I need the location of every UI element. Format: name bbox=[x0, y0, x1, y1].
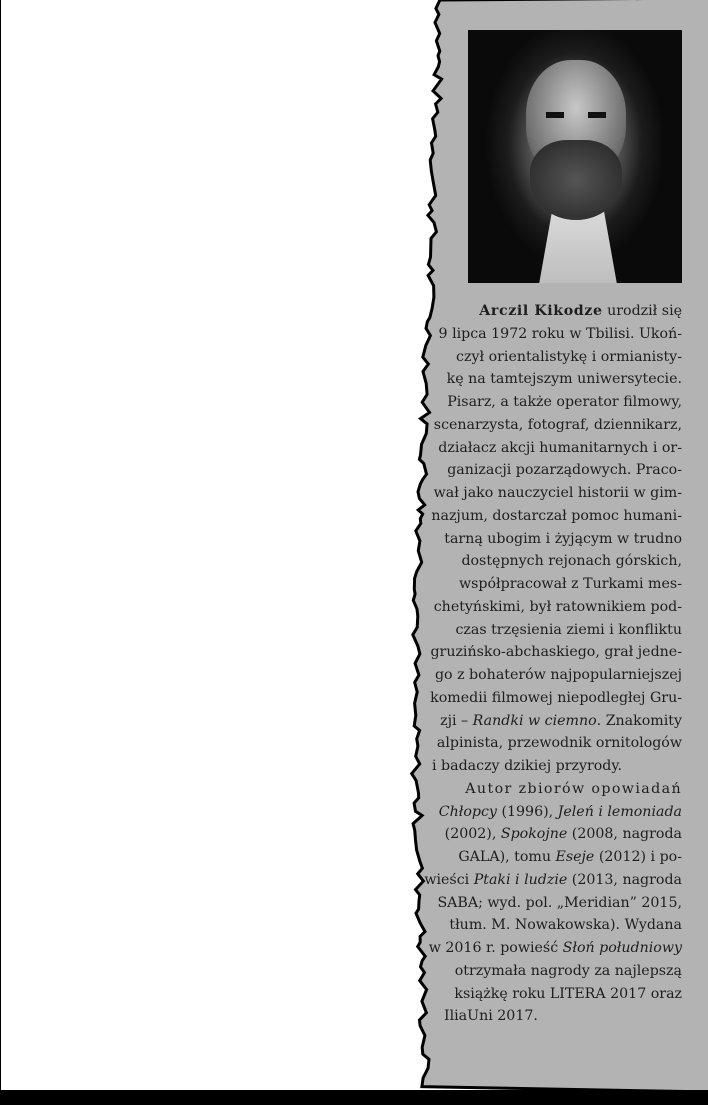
bottom-bar bbox=[0, 1090, 708, 1105]
italic-title: Spokojne bbox=[500, 826, 568, 843]
bio-text: (2008, nagroda bbox=[567, 826, 682, 843]
bio-text: Autor zbiorów opowiadań bbox=[465, 780, 682, 797]
author-photo bbox=[468, 30, 682, 283]
bio-text: . Znakomity bbox=[596, 712, 682, 729]
bio-line bbox=[400, 391, 682, 414]
bio-text: IliaUni 2017. bbox=[444, 1008, 538, 1025]
bio-text: nazjum, dostarczał pomoc humani- bbox=[431, 507, 682, 524]
bio-text: czas trzęsienia ziemi i konfliktu bbox=[455, 621, 682, 638]
bio-line bbox=[400, 550, 682, 573]
bio-text: GALA), tomu bbox=[458, 849, 556, 865]
bio-text: współpracował z Turkami mes- bbox=[458, 576, 682, 592]
bio-text: książkę roku LITERA 2017 oraz bbox=[454, 985, 682, 1002]
bio-text: komedii filmowej niepodległej Gru- bbox=[430, 689, 682, 706]
bio-line bbox=[400, 823, 682, 846]
bio-line bbox=[400, 1005, 682, 1028]
bio-text: wał jako nauczyciel historii w gim- bbox=[433, 485, 682, 501]
bio-text: czył orientalistykę i ormianisty- bbox=[456, 348, 682, 365]
author-name: Arczil Kikodze bbox=[479, 303, 603, 319]
bio-line bbox=[400, 983, 682, 1006]
bio-line bbox=[400, 346, 682, 369]
bio-line bbox=[400, 755, 682, 778]
italic-title: Randki w ciemno bbox=[472, 712, 597, 729]
bio-line bbox=[400, 687, 682, 710]
author-bio bbox=[400, 300, 682, 1028]
bio-text: tarną ubogim i żyjącym w trudno bbox=[444, 530, 682, 547]
bio-line bbox=[400, 300, 682, 323]
bio-text: go z bohaterów najpopularniejszej bbox=[434, 667, 682, 683]
bio-line bbox=[400, 710, 682, 733]
bio-text: ganizacji pozarządowych. Praco- bbox=[447, 462, 682, 479]
bio-line bbox=[400, 869, 682, 892]
bio-line bbox=[400, 528, 682, 551]
bio-text: otrzymała nagrody za najlepszą bbox=[454, 962, 682, 979]
bio-line bbox=[400, 619, 682, 642]
bio-line bbox=[400, 505, 682, 528]
bio-text: gruzińsko-abchaskiego, grał jedne- bbox=[430, 644, 682, 661]
bio-line bbox=[400, 664, 682, 687]
bio-text: dostępnych rejonach górskich, bbox=[461, 553, 682, 570]
bio-text: 9 lipca 1972 roku w Tbilisi. Ukoń- bbox=[438, 325, 682, 342]
bio-text: (2002), bbox=[444, 826, 501, 843]
bio-text: (2012) i po- bbox=[594, 849, 682, 865]
bio-text: (1996), bbox=[496, 803, 558, 820]
bio-text: urodził się bbox=[602, 303, 682, 319]
bio-line bbox=[400, 641, 682, 664]
bio-text: Pisarz, a także operator filmowy, bbox=[447, 394, 682, 410]
bio-line bbox=[400, 960, 682, 983]
italic-title: Jeleń i lemoniada bbox=[557, 803, 682, 820]
bio-text: kę na tamtejszym uniwersytecie. bbox=[446, 371, 682, 388]
bio-text: w 2016 r. powieść bbox=[428, 940, 563, 956]
italic-title: Chłopcy bbox=[438, 803, 497, 820]
photo-beard bbox=[530, 140, 622, 220]
bio-line bbox=[400, 914, 682, 937]
bio-line bbox=[400, 937, 682, 960]
italic-title: Słoń południowy bbox=[562, 940, 682, 956]
bio-text: alpinista, przewodnik ornitologów bbox=[436, 735, 682, 752]
bio-text: wieści bbox=[424, 871, 474, 888]
bio-line bbox=[400, 459, 682, 482]
bio-line bbox=[400, 368, 682, 391]
bio-text: działacz akcji humanitarnych i or- bbox=[438, 439, 682, 456]
bio-text: scenarzysta, fotograf, dziennikarz, bbox=[433, 416, 682, 433]
italic-title: Ptaki i ludzie bbox=[473, 871, 568, 888]
bio-text: zji – bbox=[440, 712, 473, 729]
bio-text: (2013, nagroda bbox=[567, 871, 682, 888]
italic-title: Eseje bbox=[555, 849, 595, 865]
bio-text: tłum. M. Nowakowska). Wydana bbox=[449, 917, 682, 934]
bio-line bbox=[400, 323, 682, 346]
bio-line bbox=[400, 596, 682, 619]
bio-line bbox=[400, 801, 682, 824]
bio-line bbox=[400, 846, 682, 869]
bio-line bbox=[400, 482, 682, 505]
bio-line bbox=[400, 892, 682, 915]
bio-text: chetyńskimi, był ratownikiem pod- bbox=[433, 598, 682, 615]
bio-text: i badaczy dzikiej przyrody. bbox=[432, 758, 623, 774]
bio-line bbox=[400, 414, 682, 437]
bio-text: SABA; wyd. pol. „Meridian” 2015, bbox=[437, 894, 682, 911]
bio-line bbox=[400, 573, 682, 596]
photo-eyes bbox=[546, 112, 606, 118]
bio-line bbox=[400, 437, 682, 460]
bio-line bbox=[400, 732, 682, 755]
bio-line bbox=[400, 778, 682, 801]
